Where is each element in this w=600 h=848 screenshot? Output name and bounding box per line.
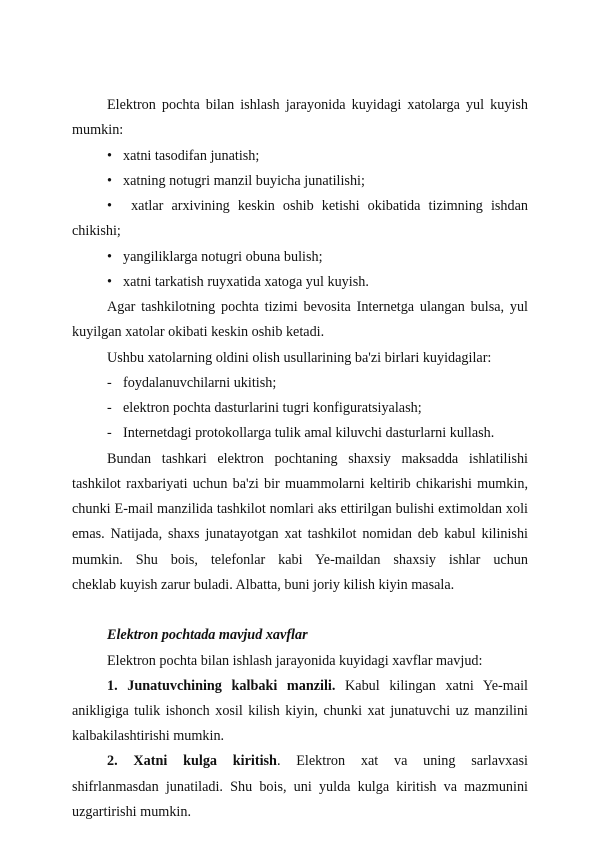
para-bundan-line: mumkin. Shu bois, telefonlar kabi Ye-maildan shaxsiy ishlar uchun bbox=[72, 552, 528, 568]
bullet-item: • xatni tarkatish ruyxatida xatoga yul kuyish. bbox=[107, 274, 369, 290]
item-2-line-3: uzgartirishi mumkin. bbox=[72, 804, 192, 820]
dash-item: - foydalanuvchilarni ukitish; bbox=[107, 375, 277, 391]
para-bundan-line: chunki E-mail manzilida tashkilot nomlari aks ettirilgan bulishi extimoldan xoli bbox=[72, 501, 528, 517]
dash-item: - Internetdagi protokollarga tulik amal kiluvchi dasturlarni kullash. bbox=[107, 425, 495, 441]
dash-icon: - bbox=[107, 425, 112, 441]
bullet-item-continuation: chikishi; bbox=[72, 223, 121, 239]
dash-icon: - bbox=[107, 400, 112, 416]
bullet-item: • xatni tasodifan junatish; bbox=[107, 148, 260, 164]
bullet-icon: • bbox=[107, 173, 112, 189]
bullet-icon: • bbox=[107, 274, 112, 290]
item-2-line-1: 2. Xatni kulga kiritish. Elektron xat va uning sarlavxasi bbox=[107, 753, 528, 769]
para-bundan-line: emas. Natijada, shaxs junatayotgan xat tashkilot nomidan deb kabul kilinishi bbox=[72, 526, 528, 542]
dash-item: - elektron pochta dasturlarini tugri konfiguratsiyalash; bbox=[107, 400, 422, 416]
dash-icon: - bbox=[107, 375, 112, 391]
para-ushbu: Ushbu xatolarning oldini olish usullarining ba'zi birlari kuyidagilar: bbox=[107, 350, 492, 366]
para-bundan-line: tashkilot raxbariyati uchun ba'zi bir muammolarni keltirib chikarishi mumkin, bbox=[72, 476, 528, 492]
item-1-line-1: 1. Junatuvchining kalbaki manzili. Kabul kilingan xatni Ye-mail bbox=[107, 678, 528, 694]
bullet-icon: • bbox=[107, 148, 112, 164]
para-agar-line-1: Agar tashkilotning pochta tizimi bevosita Internetga ulangan bulsa, yul bbox=[107, 299, 528, 315]
para-bundan-line: cheklab kuyish zarur buladi. Albatta, buni joriy kilish kiyin masala. bbox=[72, 577, 455, 593]
bullet-item: • xatlar arxivining keskin oshib ketishi okibatida tizimning ishdan bbox=[107, 198, 528, 214]
para-bundan-line: Bundan tashkari elektron pochtaning shaxsiy maksadda ishlatilishi bbox=[107, 451, 528, 467]
item-2-title: 2. Xatni kulga kiritish bbox=[107, 753, 277, 769]
item-1-title: 1. Junatuvchining kalbaki manzili. bbox=[107, 678, 336, 694]
para-agar-line-2: kuyilgan xatolar okibati keskin oshib ketadi. bbox=[72, 324, 325, 340]
item-2-line-2: shifrlanmasdan junatiladi. Shu bois, uni yulda kulga kiritish va mazmunini bbox=[72, 779, 528, 795]
bullet-item: • xatning notugri manzil buyicha junatilishi; bbox=[107, 173, 365, 189]
bullet-icon: • bbox=[107, 198, 112, 214]
section-intro: Elektron pochta bilan ishlash jarayonida kuyidagi xavflar mavjud: bbox=[107, 653, 483, 669]
bullet-icon: • bbox=[107, 249, 112, 265]
section-heading: Elektron pochtada mavjud xavflar bbox=[107, 627, 308, 643]
bullet-item: • yangiliklarga notugri obuna bulish; bbox=[107, 249, 323, 265]
intro-line-1: Elektron pochta bilan ishlash jarayonida kuyidagi xatolarga yul kuyish bbox=[107, 97, 528, 113]
intro-line-2: mumkin: bbox=[72, 122, 124, 138]
item-1-line-2: anikligiga tulik ishonch xosil kilish kiyin, chunki xat junatuvchi uz manzilini bbox=[72, 703, 528, 719]
item-1-line-3: kalbakilashtirishi mumkin. bbox=[72, 728, 225, 744]
